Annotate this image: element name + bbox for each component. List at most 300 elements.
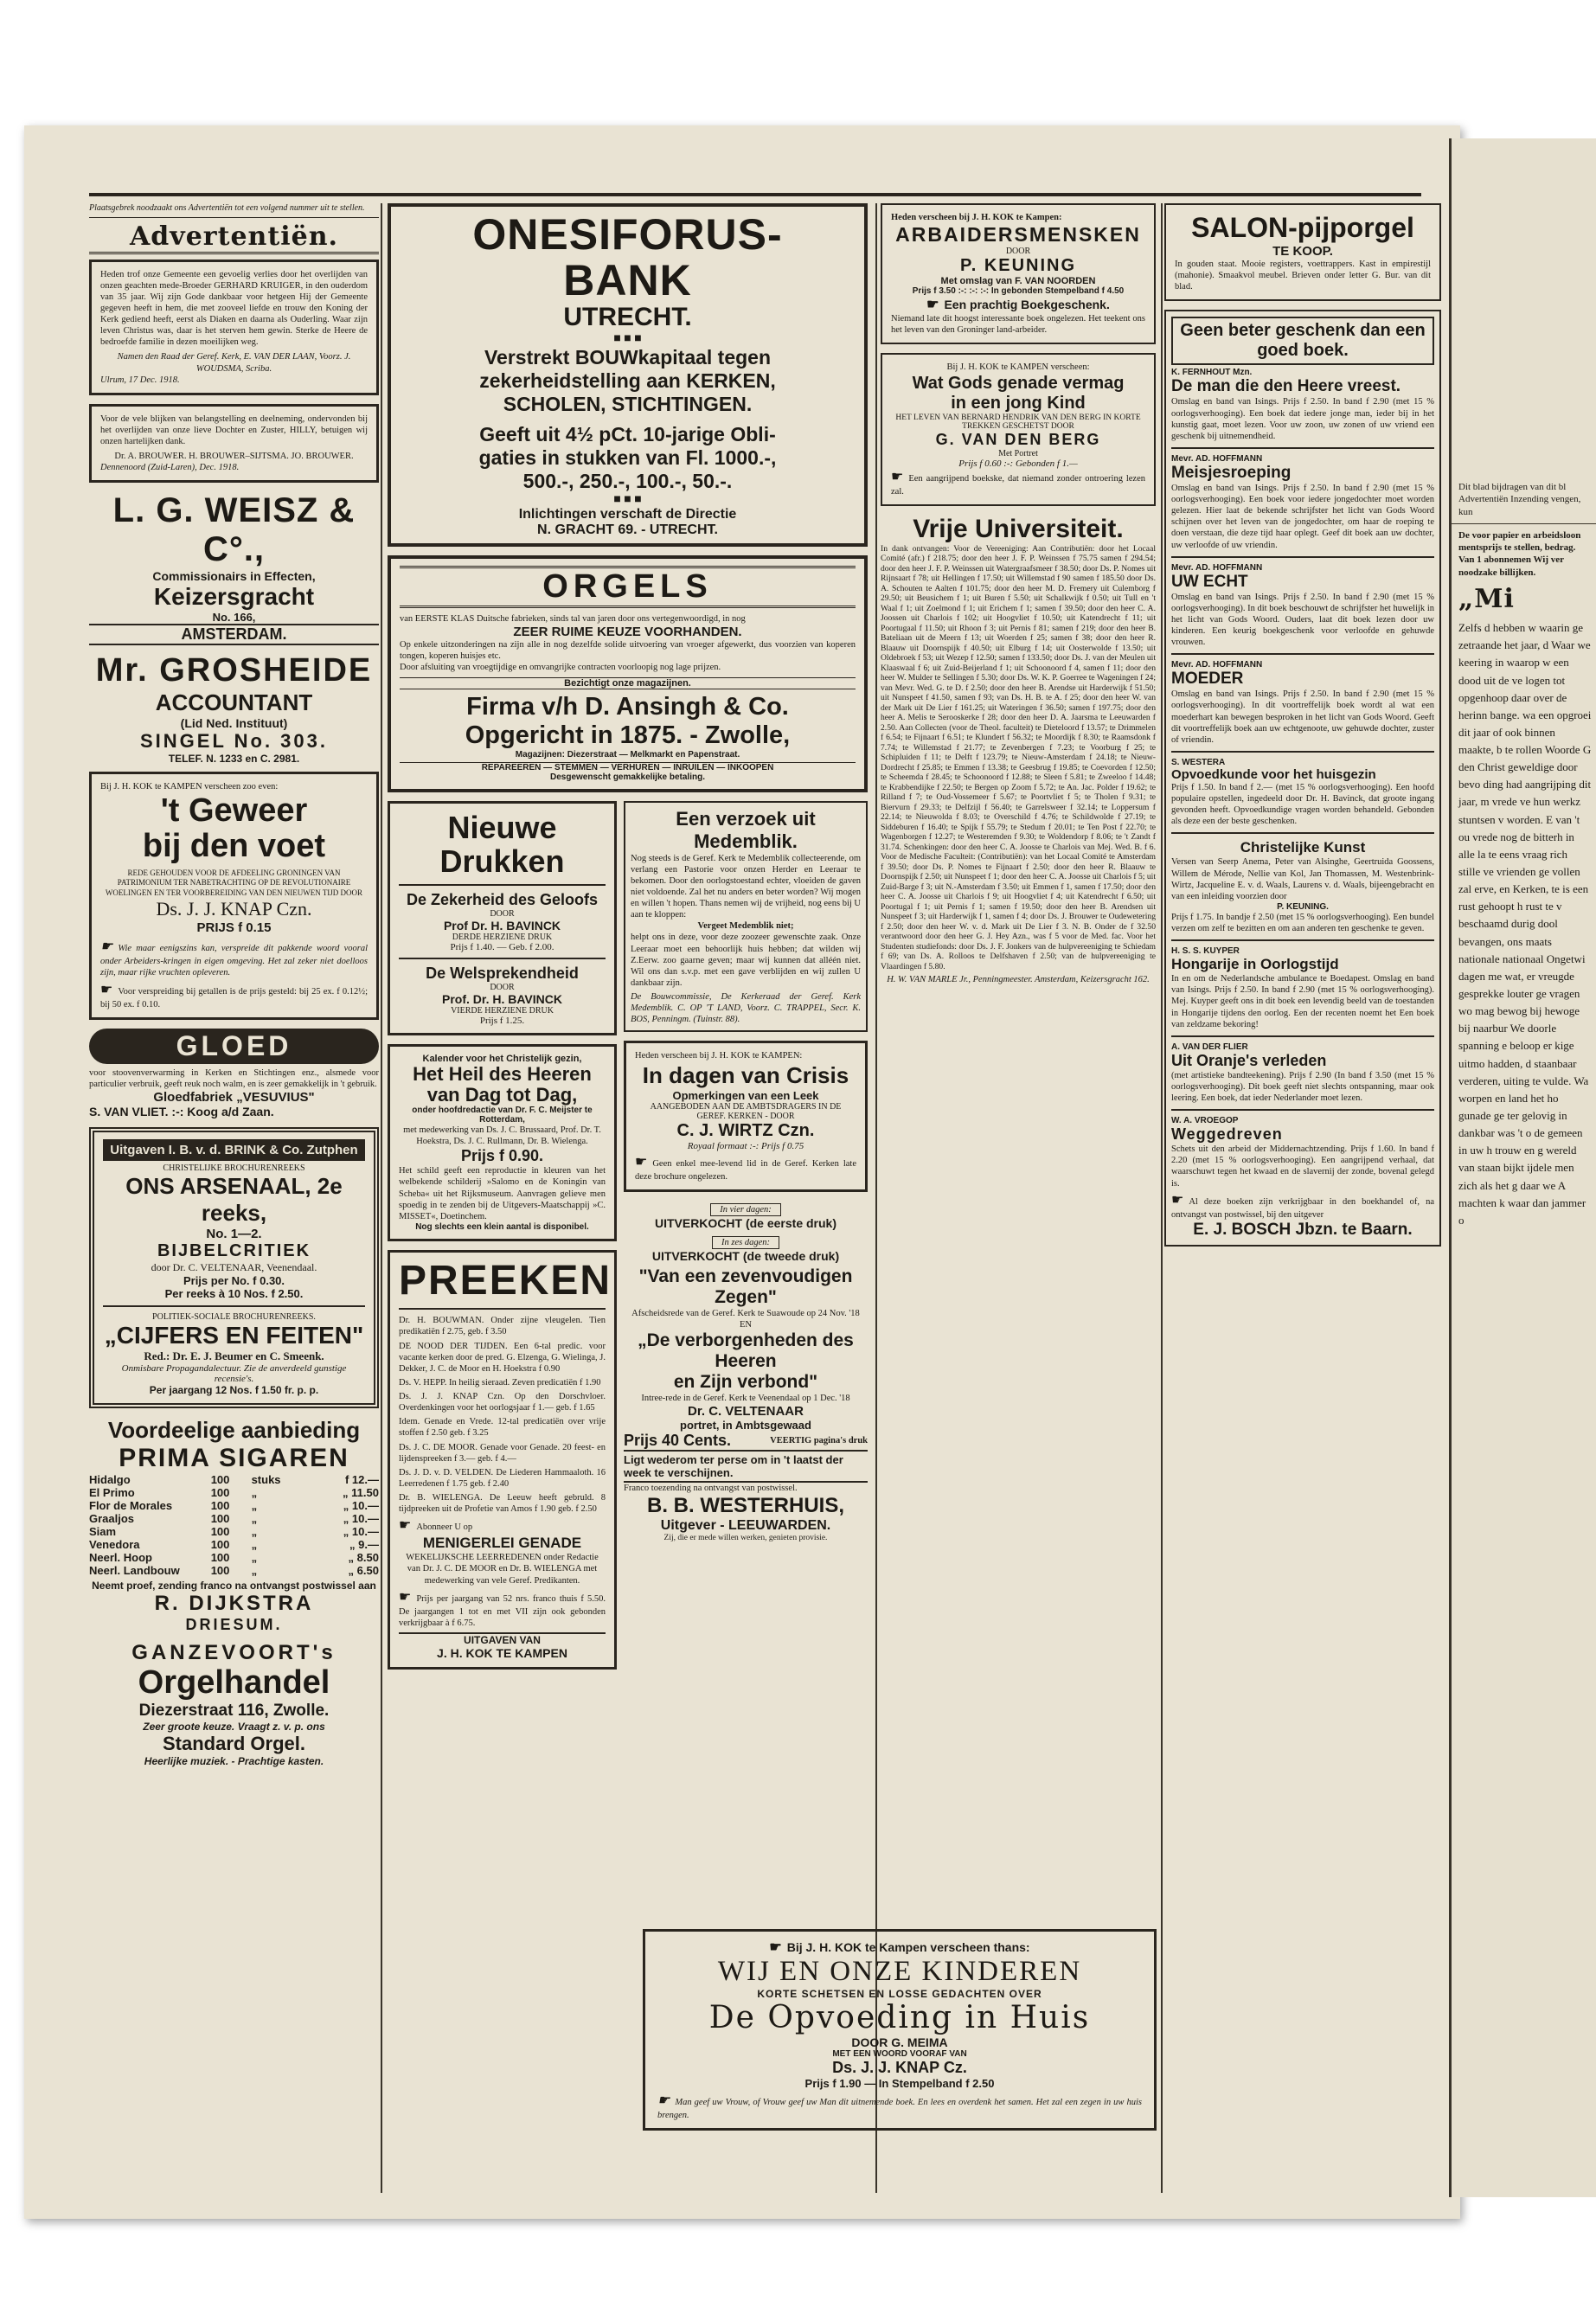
bank-ornament: ■ ■ ■ (613, 493, 642, 506)
column-3 (881, 203, 1156, 2193)
crisis-sub-2: AANGEBODEN AAN DE AMBTSDRAGERS IN DE GEREF. KERKEN - DOOR (650, 1101, 842, 1121)
brink-kritiek: BIJBELCRITIEK (157, 1241, 311, 1261)
cigar-unit: „ (251, 1499, 258, 1513)
cigar-unit: „ (251, 1486, 258, 1500)
geweer-author: Ds. J. J. KNAP Czn. (156, 897, 312, 920)
vroegop-text: Schets uit den arbeid der Middernachtzending. Prijs f 1.60. In band f 2.20 (met 15 % oorlogsverhooging). Een aangrijpend verhaal, dat waarschuwt tegen het kwaad en de slavernij der zonde, bovenal gelegd is. (1171, 1144, 1434, 1189)
column-2 (388, 203, 868, 2193)
sermon-item: DE NOOD DER TIJDEN. Een 6-tal predic. voor vacante kerken door de pred. G. Elzenga, G. Wielinga, J. Dekker, J. C. de Moor en H. Hoekstra f 0.90 (399, 1341, 606, 1374)
cigar-row (89, 1564, 379, 1577)
orgels-payment: Desgewenscht gemakkelijke betaling. (550, 772, 705, 782)
column-2-right-sub (624, 801, 868, 1678)
arbaiders-title: ARBAIDERSMENSKEN (895, 223, 1141, 247)
pointing-hand-icon: ☛ (891, 469, 904, 484)
gods-genade-title-2: in een jong Kind (951, 393, 1086, 413)
medemblik-sign: De Bouwcommissie, De Kerkeraad der Geref. Kerk Medemblik. C. OP 'T LAND, Voorz. C. TRAPPEL, Secr. K. BOS, Penningm. (Tuinstr. 88). (631, 992, 861, 1025)
bank-ornament: ■ ■ ■ (613, 332, 642, 345)
gods-genade-price: Prijs f 0.60 :-: Gebonden f 1.— (958, 458, 1078, 469)
orgels-title: ORGELS (542, 568, 713, 605)
weisz-city: AMSTERDAM. (89, 624, 379, 645)
grosheide-telephone: TELEF. N. 1233 en C. 2981. (168, 753, 300, 766)
calendar-sub: onder hoofdredactie van Dr. F. C. Meijster te Rotterdam, (412, 1106, 593, 1125)
christelijke-kunst-price: Prijs f 1.75. In bandje f 2.50 (met 15 % oorlogsverhooging). Een bundel verzen om zelf te bezitten en om aan anderen ten geschenke te geven. (1171, 912, 1434, 933)
bank-title: ONESIFORUS-BANK (472, 210, 783, 304)
nd-book-2-author: Prof. Dr. H. BAVINCK (442, 991, 562, 1006)
brink-political: POLITIEK-SOCIALE BROCHURENREEKS. (152, 1312, 316, 1323)
organ-shop-address: Diezerstraat 116, Zwolle. (138, 1702, 330, 1721)
geweer-title-1: 't Geweer (160, 792, 308, 829)
preeken-publisher-1: UITGAVEN VAN (399, 1632, 606, 1646)
orgels-line-3: Op enkele uitzonderingen na zijn alle in nog dezelfde solide uitvoering van vroeger afgewerkt, dus voorzien van koperen tongen, koperen huisjes etc. (400, 640, 856, 662)
vu-text: In dank ontvangen: Voor de Vereeniging: Aan Contributiën: door het Locaal Comité (afr.) f 218.75; door den heer J. F. P. Weinssen f 75.75 samen f 294.54; door den heer J. F. P. Weinssen uit Watergraafsmeer f 38.50; door Ds. P. Nomes uit Rijnsaart f 78; uit Hellingen f 17.50; uit Willemstad f 90 samen f 185.50 door Ds. A. Schouten te Aalten f 101.75; door den heer M. D. Fremery uit Culemborg f 29.50; uit Beusichem f 1; uit Buren f 5.50; uit Schalkwijk f 0.50; uit Tull en 't Waal f 1; uit Zoelmond f 1; uit Erichem f 1; samen f 39.50; door den heer C. A. Joossen uit Charlois f 102; uit Hoogvliet f 10.50; uit Katendrecht f 11; uit Poortugaal f 11.50; uit Rhoon f 3; uit Pernis f 81; samen f 219; door den heer B. Bateliaan uit de Meern f 13; uit Woerden f 25; samen f 38; door den heer R. Blaauw uit Doornspijk f 40.50; uit Elburg f 14; uit Oosterwolde f 13.50; uit Oldebroek f 53; uit Wezep f 12.50; samen f 133.50; door Ds. J. van der Meulen uit Klaaswaal f 6; uit Zuid-Beijerland f 1; uit Schoonoord f 4, samen f 11; door den heer W. Mulder te Sellingen f 5.30; door Ds. W. K. P. Goerree te Wageningen f 24; van Mevr. Wed. G. te D. f 2.50; door den heer B. Arendse uit Harderwijk f 51.50; uit Nunspeet f 41.50, samen f 93; van Ds. H. B. te A. f 25; door den heer W. van der Mark uit De Lier f 161.25; uit Wateringen f 36.50; samen f 197.75; door den heer A. Melis te Serooskerke f 28; door den heer D. A. Jaarsma te Leeuwarden f 2.50. Aan Collecten (voor de Theol. faculteit) te Dieteloord f 13.57; te Drimmelen f 6.54; te Fijnaart f 6.51; te Klundert f 56.32; te Moordijk f 8.30; te Raamsdonk f 7.74; te Willemstad f 21.77; te Zevenbergen f 7.23; te Voorburg f 25; te Schipluiden f 11; te Delft f 123.79; te Nieuw-Amsterdam f 24.18; te Nieuw-Dordrecht f 25.85; te Emmen f 13.38; te Geesbrug f 19.85; te Coevorden f 12.50; te Scheemda f 28.45; te Schoonoord f 12.88; te Sleen f 5.81; te Zweeloo f 14.48; te Krabbendijke f 22.50; te Bergen op Zoom f 5.72; te An. Jac. Polder f 19.62; te Rilland f 7; te Oud-Vossemeer f 5.67; te Poortvliet f 5; te Tholen f 9.31; te Biervurn f 29.33; te Delfzijl f 56.40; te Garrelsweer f 32.14; te Loppersum f 22.14; te Nieuwolda f 8.03; te Overschild f 4.76; te Schildwolde f 27.19; te Siddeburen f 16.40; te Spijk f 55.79; te Stedum f 20.01; te Ten Post f 22.70; te Wagenborgen f 12.27; te Westeremden f 9.30; te Woldendorp f 8.06; te 't Zandt f 31.74. Schenkingen: door den heer C. A. Joosse te Charlois van Mej. Wed. B. f 6. Voor de Medische Faculteit: (Contributiën): van het Locaal Comité te Amsterdam f 39.50; door Ds. P. Nomes te Fijnaart f 2.50; door den heer R. Blaauw te Doornspijk f 2.50; uit Nunspeet f 1; door den heer C. A. Joosse uit Charlois f 5; uit Zuid-Barge f 3; uit N.-Amsterdam f 3.50; uit Emmen f 1, samen f 17.50; door den heer C. A. Joosse uit Charlois f 9; uit Hoogvliet f 4; uit Katendrecht f 6.50; uit Poortugal f 1; uit Pernis f 1; samen f 19.50; door den heer B. Arendsen uit Nunspeet f 3; uit Harderwijk f 1, samen f 4; door Ds. J. Brouwer te Oudewetering f 2.50; door den heer W. v. d. Mark uit De Lier f 3. N. B. Onder de f 32.50 verantwoord door den heer G. J. Hey Azn., was f 5 voor de Med. fac. Voor het Studenten studiefonds: door Ds. J. F. Jonkers van de hulpvereeniging te Schiedam f 69; van Ds. A. Rolloos te Delfshaven f 2.50; van de hulpvereeniging te Vlaardingen f 5.80. (881, 543, 1156, 971)
kinderen-foreword: MET EEN WOORD VOORAF VAN (832, 2049, 967, 2059)
zegen-and: EN (740, 1319, 752, 1330)
sermon-item: Ds. J. D. v. D. VELDEN. De Liederen Hammaaloth. 16 Leerredenen f 1.75 geb. f 2.40 (399, 1467, 606, 1489)
geweer-note-text: Wie maar eenigszins kan, verspreide dit pakkende woord vooral onder Arbeiders-kringen in eigen omgeving. Het zal zeker niet doelloos zijn, maar rijke vruchten opleveren. (100, 943, 368, 977)
divider (1171, 939, 1434, 941)
arbaiders-text: Niemand late dit hoogst interessante boek ongelezen. Het teekent ons het leven van den Groninger land-arbeider. (891, 314, 1145, 336)
bosch-note-text: Al deze boeken zijn verkrijgbaar in den boekhandel of, na ontvangst van postwissel, bij den uitgever (1171, 1196, 1434, 1220)
salon-text: In gouden staat. Mooie registers, voettrappers. Kast in empirestijl (mahonie). Smaakvol meubel. Brieven onder letter G. Bur. van dit blad. (1175, 260, 1431, 292)
gods-genade-note-text: Een aangrijpend boekske, dat niemand zonder ontroering lezen zal. (891, 473, 1145, 497)
divider (1171, 751, 1434, 753)
vu-sign: H. W. VAN MARLE Jr., Penningmeester. Amsterdam, Keizersgracht 162. (887, 975, 1150, 985)
orgels-established: Opgericht in 1875. - Zwolle, (465, 721, 791, 749)
verborgenheden-cta: Ligt wederom ter perse om in 't laatst der week te verschijnen. (624, 1450, 868, 1483)
brink-ad (89, 1127, 379, 1408)
cigar-qty: 100 (210, 1473, 230, 1487)
bosch-note (1171, 1192, 1434, 1221)
orgels-warehouses: Magazijnen: Diezerstraat — Melkmarkt en Papenstraat. (515, 749, 740, 760)
arbaiders-author: P. KEUNING (959, 256, 1077, 276)
cigar-row (89, 1525, 379, 1538)
cigar-price: „ 6.50 (348, 1564, 379, 1578)
preeken-subscribe-text: Abonneer U op (416, 1522, 473, 1533)
weisz-number: No. 166, (212, 611, 256, 625)
kinderen-note-text: Man geef uw Vrouw, of Vrouw geef uw Man dit uitnemende boek. En lees en overdenk het samen. Het zal een zegen in uw huis brengen. (657, 2098, 1142, 2120)
organ-shop-line-1: Zeer groote keuze. Vraagt z. v. p. ons (143, 1721, 325, 1734)
space-notice: Plaatsgebrek noodzaakt ons Advertentiën tot een volgend nummer uit te stellen. (89, 203, 379, 218)
westera-author: S. WESTERA (1171, 757, 1226, 767)
brink-author: door Dr. C. VELTENAAR, Veenendaal. (151, 1261, 317, 1274)
verborgenheden-title-1: „De verborgenheden des Heeren (638, 1330, 854, 1371)
hoffmann-3-title: MOEDER (1171, 670, 1244, 689)
medemblik-title: Een verzoek uit Medemblik. (676, 807, 816, 852)
kuyper-author: H. S. S. KUYPER (1171, 946, 1240, 957)
crisis-note (635, 1154, 856, 1183)
organ-shop-title: Orgelhandel (138, 1664, 330, 1702)
salon-title: SALON-pijporgel (1191, 212, 1414, 243)
cigar-price: „ 11.50 (343, 1486, 379, 1500)
orgels-line-4: Door afsluiting van vroegtijdige en omvangrijke contracten voorloopig nog lage prijzen. (400, 663, 721, 673)
crisis-intro: Heden verscheen bij J. H. KOK te KAMPEN: (635, 1051, 803, 1061)
bank-line-2: zekerheidstelling aan KERKEN, (479, 369, 776, 392)
organ-shop-ad (89, 1641, 379, 1767)
brink-series: CHRISTELIJKE BROCHURENREEKS (163, 1163, 305, 1174)
preeken-publisher-2: J. H. KOK TE KAMPEN (437, 1645, 567, 1660)
westerhuis-sub: Uitgever - LEEUWARDEN. (660, 1518, 831, 1534)
geweer-subtitle: REDE GEHOUDEN VOOR DE AFDEELING GRONINGEN VAN PATRIMONIUM TER NABETRACHTING OP DE REVOLUTIONAIRE WOELINGEN EN TER VOORBEREIDING VAN DEN NIEUWEN TIJD DOOR (105, 868, 363, 897)
column-rule (1161, 203, 1163, 2193)
gods-genade-note (891, 469, 1145, 497)
arbaiders-ad (881, 203, 1156, 344)
sermon-item: Dr. B. WIELENGA. De Leeuw heeft gebruld. 8 tijdpreeken uit de Profetie van Amos f 1.90 geb. f 2.50 (399, 1493, 606, 1515)
verborgenheden-title-2: en Zijn verbond" (673, 1371, 818, 1392)
orgels-title-frame (400, 566, 856, 608)
calendar-note: Nog slechts een klein aantal is disponibel. (415, 1221, 589, 1232)
cigar-unit: stuks (251, 1473, 281, 1487)
gods-genade-portrait: Met Portret (998, 448, 1038, 458)
weisz-ad (89, 491, 379, 645)
cigar-name: Siam (89, 1525, 117, 1539)
verborgenheden-franco: Franco toezending na ontvangst van postwissel. (624, 1484, 798, 1493)
preeken-price-text: Prijs per jaargang van 52 nrs. franco thuis f 5.50. De jaargangen 1 tot en met VII zijn ook gebonden verkrijgbaar à f 6.75. (399, 1593, 606, 1628)
bank-line-6: 500.-, 250.-, 100.-, 50.-. (522, 470, 733, 492)
vroegop-author: W. A. VROEGOP (1171, 1116, 1239, 1126)
thanks-place: Dennenoord (Zuid-Laren), Dec. 1918. (100, 463, 240, 473)
salon-ad (1164, 203, 1441, 301)
cigar-name: Neerl. Landbouw (89, 1564, 180, 1578)
cigar-qty: 100 (210, 1538, 230, 1552)
sold-out-1 (624, 1201, 868, 1230)
cigar-qty: 100 (210, 1499, 230, 1513)
arbaiders-cover: Met omslag van F. VAN NOORDEN (940, 276, 1096, 287)
brink-editors: Red.: Dr. E. J. Beumer en C. Smeenk. (144, 1349, 324, 1363)
zegen-text: Afscheidsrede van de Geref. Kerk te Suawoude op 24 Nov. '18 (631, 1308, 860, 1318)
nd-book-2-price: Prijs f 1.25. (479, 1015, 525, 1026)
gods-genade-author: G. VAN DEN BERG (935, 430, 1101, 448)
kinderen-title: WIJ EN ONZE KINDEREN (717, 1956, 1082, 1987)
gods-genade-intro: Bij J. H. KOK te KAMPEN verscheen: (946, 362, 1090, 373)
geweer-bulk (100, 982, 368, 1010)
bank-line-4: Geeft uit 4½ pCt. 10-jarige Obli- (479, 423, 776, 445)
cigar-note: Neemt proef, zending franco na ontvangst postwissel aan (92, 1580, 376, 1593)
crisis-price: Royaal formaat :-: Prijs f 0.75 (687, 1140, 804, 1151)
death-notice (89, 260, 379, 395)
crisis-ad (624, 1041, 868, 1191)
next-page-text-1: Dit blad bijdragen van dit bl Advertentiën Inzending vengen, kun (1452, 476, 1596, 524)
hoffmann-1-title: Meisjesroeping (1171, 463, 1292, 482)
pointing-hand-icon: ☛ (769, 1940, 782, 1955)
next-page-text-3: Zelfs d hebben w waarin ge zetraande het jaar, d Waar we keering in waarop w een dood uit de ve logen tot opgenhoop daar over de herinn bange. wa een opgroei dit jaar of ook binnen maakte, b te rollen Woorde G den Christ geweldige door bevo ding had aangrijping dit jaar, m vrede ve hun werkz stuntsen v worden. E van 't ou vrede nog de bitterh in alle la te eens vraag rich stille ve vrienden ge vollen zal erve, en Kerken, te is een rust gehoopt h rust te v beschaamd durig dool bevangen, ons maats nationale nationaal Ongetwi dagen me wat, er vreugde gesprekke louter ge vragen wo mag bewog bij hewoge bij naarbur We doorle spanning e beloop er kige uitmo hadden, d staanbaar verderen, uiting te vulde. Wa worpen en land het ho gunade ge ter gelovig in dankbar was 't o de gemeen in uw h trouw en g wereld van staan bijkt ijdele men zich als het g daar we A machten k waar dan jammer o (1458, 621, 1592, 1227)
sold-out-2-label: In zes dagen: (712, 1236, 779, 1249)
cigar-row (89, 1551, 379, 1564)
gods-genade-sub: HET LEVEN VAN BERNARD HENDRIK VAN DEN BERG IN KORTE TREKKEN GESCHETST DOOR (895, 413, 1141, 431)
verborgenheden-portrait: portret, in Ambtsgewaad (680, 1419, 811, 1432)
pointing-hand-icon: ☛ (635, 1154, 648, 1170)
fernhout-author: K. FERNHOUT Mzn. (1171, 368, 1253, 378)
hoffmann-3-text: Omslag en band van Isings. Prijs f 2.50. In band f 2.90 (met 15 % oorlogsverhooging). In dit voortreffelijk boek wordt al wat een moederhart kan bewegen besproken in het licht van Gods Woord. Geeft dit voortreffelijk boek aan uw echtgenoote, uw gehuwde dochter, zuster of vriendin. (1171, 689, 1434, 745)
orgels-ad (388, 555, 868, 792)
thanks-text: Voor de vele blijken van belangstelling en deelneming, ondervonden bij het overlijden van onze lieve Dochter en Zuster, HILLY, betuigen wij onzen hartelijken dank. (100, 413, 368, 446)
bank-line-8: N. GRACHT 69. - UTRECHT. (537, 522, 718, 537)
kinderen-ad (643, 1929, 1157, 2131)
christelijke-kunst-title: Christelijke Kunst (1240, 839, 1366, 856)
cigar-head-1: Voordeelige aanbieding (107, 1417, 361, 1444)
cigar-qty: 100 (210, 1525, 230, 1539)
gloed-title-frame (89, 1029, 379, 1064)
column-rule (875, 203, 877, 2193)
weisz-sub: Commissionairs in Effecten, (152, 569, 316, 584)
christelijke-kunst-author: P. KEUNING. (1277, 901, 1329, 912)
westera-text: Prijs f 1.50. In band f 2.— (met 15 % oorlogsverhooging). Een hoofd populaire opstellen, ingedeeld door Dr. H. Bavinck, dat groote ingang gevonden heeft. Opvoedkundige vragen worden behandeld. Gebonden als deze een der beste geschenken. (1171, 782, 1434, 827)
organ-shop-line-2: Standard Orgel. (162, 1733, 306, 1755)
divider (399, 884, 606, 886)
pointing-hand-icon: ☛ (1171, 1192, 1184, 1208)
westerhuis-firm: B. B. WESTERHUIS, (646, 1494, 844, 1518)
gods-genade-ad (881, 353, 1156, 505)
flier-text: (met artistieke bandteekening). Prijs f 2.90 (In band f 3.50 (met 15 % oorlogsverhooging). Dit boek geeft niet slechts ontspanning, maar ook leering. Een boek, dat ieder Nederlander moet lezen. (1171, 1070, 1434, 1103)
gloed-address: S. VAN VLIET. :-: Koog a/d Zaan. (89, 1105, 274, 1119)
salon-sale: TE KOOP. (1272, 244, 1333, 259)
cigar-head-2: PRIMA SIGAREN (119, 1444, 349, 1473)
geweer-bulk-text: Voor verspreiding bij getallen is de prijs gesteld: bij 25 ex. f 0.12½; bij 50 ex. f 0.10. (100, 987, 368, 1010)
divider (1171, 447, 1434, 449)
arbaiders-intro: Heden verscheen bij J. H. KOK te Kampen: (891, 213, 1062, 222)
cigar-firm: R. DIJKSTRA (154, 1592, 314, 1616)
flier-author: A. VAN DER FLIER (1171, 1042, 1248, 1052)
section-title: Advertentiën. (89, 221, 379, 254)
bank-line-5: gaties in stukken van Fl. 1000.-, (478, 446, 777, 469)
christelijke-kunst-text: Versen van Seerp Anema, Peter van Alsinghe, Geertruida Goossens, Willem de Mérode, Nellie van Kol, Jan Thomassen, M. Westenbrink-Wirtz, Jacqueline E. v. d. Waals, Laurens v. d. Waals, bijeengebracht en van een inleiding voorzien door (1171, 857, 1434, 901)
gloed-title: GLOED (176, 1030, 292, 1062)
kinderen-intro-text: Bij J. H. KOK te Kampen verscheen thans: (786, 1940, 1030, 1954)
geweer-price: PRIJS f 0.15 (196, 920, 272, 935)
top-rule (89, 193, 1421, 196)
calendar-contributors: met medewerking van Ds. J. C. Brussaard, Prof. Dr. T. Hoekstra, Ds. J. C. Rullmann, Dr. B. Wielenga. (403, 1125, 601, 1147)
geschenk-title: Geen beter geschenk dan een goed boek. (1171, 317, 1434, 365)
kuyper-text: In en om de Nederlandsche ambulance te Boedapest. Omslag en band van Isings. Prijs f 2.50. In band f 2.90 (met 15 % oorlogsverhooging). Mej. Kuyper geeft ons in dit boek een levendig beeld van de toestanden in Hongarije tijdens den oorlog. Een der recenten noemt het Een boek van zeldzame bekoring! (1171, 974, 1434, 1029)
geweer-intro: Bij J. H. KOK te KAMPEN verscheen zoo even: (100, 782, 279, 792)
sold-out-2-text: UITVERKOCHT (de tweede druk) (651, 1248, 840, 1263)
hoffmann-2-text: Omslag en band van Isings. Prijs f 2.50. In band f 2.90 (met 15 % oorlogsverhooging). In dit boek beschouwt de schrijfster het huwelijk in het licht van Gods Woord. Ouders, laat dit boek lezen door uw kinderen. Een keurig boekgeschenk voor verloofde en gehuwde vrouwen. (1171, 592, 1434, 648)
pointing-hand-icon: ☛ (926, 298, 939, 313)
orgels-line-1: van EERSTE KLAS Duitsche fabrieken, sinds tal van jaren door ons vertegenwoordigd, in nog (400, 614, 746, 624)
death-notice-place: Ulrum, 17 Dec. 1918. (100, 375, 180, 385)
brink-price-3: Per jaargang 12 Nos. f 1.50 fr. p. p. (149, 1384, 319, 1397)
nd-book-2-edition: VIERDE HERZIENE DRUK (451, 1005, 554, 1016)
arbaiders-by: DOOR (1005, 247, 1031, 257)
nd-book-2: De Welsprekendheid (426, 964, 579, 982)
preeken-menigerlei: MENIGERLEI GENADE (422, 1535, 582, 1552)
thanks-sign: Dr. A. BROUWER. H. BROUWER–SIJTSMA. JO. BROUWER. (114, 452, 354, 462)
geweer-ad (89, 772, 379, 1020)
calendar-text: Het schild geeft een reproductie in kleuren van het welbekende schilderij »Salomo en de Koningin van Scheba« uit het Rijksmuseum. Aanvragen gelieve men spoedig in te zenden bij de Uitgevers-Maatschappij »C. MISSET«, Doetinchem. (399, 1166, 606, 1221)
next-page-edge (1449, 138, 1596, 2197)
column-1 (89, 203, 379, 2193)
fernhout-text: Omslag en band van Isings. Prijs f 2.50. In band f 2.90 (met 15 % oorlogsverhooging). Een boek dat iedere jonge man, ieder bij in het kunstig gaat, moet lezen. Voor uw zoon, uw zonen of uw vriend een geschenk bij uitnemendheid. (1171, 397, 1434, 441)
bank-line-7: Inlichtingen verschaft de Directie (518, 507, 737, 522)
kinderen-by: DOOR G. MEIMA (851, 2035, 948, 2049)
cigar-unit: „ (251, 1551, 258, 1565)
kuyper-title: Hongarije in Oorlogstijd (1171, 956, 1339, 973)
preeken-menigerlei-sub: WEKELIJKSCHE LEERREDENEN onder Redactie van Dr. J. C. DE MOOR en Dr. B. WIELENGA met medewerking van vele Geref. Predikanten. (406, 1553, 599, 1586)
cigar-name: El Primo (89, 1486, 135, 1500)
cigar-name: Venedora (89, 1538, 140, 1552)
brink-number: No. 1—2. (206, 1227, 262, 1242)
cigar-row (89, 1486, 379, 1499)
pointing-hand-icon: ☛ (657, 2093, 670, 2108)
grosheide-name: Mr. GROSHEIDE (95, 652, 373, 689)
nieuwe-drukken-ad (388, 801, 617, 1035)
grosheide-address: SINGEL No. 303. (140, 730, 328, 753)
sold-out-2 (624, 1234, 868, 1263)
kinderen-author: Ds. J. J. KNAP Cz. (832, 2059, 967, 2076)
westera-title: Opvoedkunde voor het huisgezin (1171, 766, 1376, 782)
brink-title: ONS ARSENAAL, 2e reeks, (125, 1173, 343, 1227)
nd-book-2-by: DOOR (490, 982, 515, 992)
divider (1171, 556, 1434, 558)
vroegop-title: Weggedreven (1171, 1125, 1283, 1144)
orgels-services: REPAREEREN — STEMMEN — VERHUREN — INRUILEN — INKOOPEN (400, 762, 856, 772)
westerhuis-note: Zij, die er mede willen werken, genieten provisie. (663, 1534, 828, 1543)
column-2-left-sub (388, 801, 617, 1678)
bosch-firm: E. J. BOSCH Jbzn. te Baarn. (1193, 1220, 1413, 1239)
verborgenheden-price-row (624, 1432, 868, 1450)
arbaiders-gift-text: Een prachtig Boekgeschenk. (944, 298, 1110, 312)
cigar-price: f 12.— (344, 1473, 379, 1487)
brink-price-1: Prijs per No. f 0.30. (183, 1274, 285, 1288)
medemblik-ad (624, 801, 868, 1033)
veltenaar-ad (624, 1266, 868, 1543)
divider (1171, 1035, 1434, 1037)
nd-book-1-edition: DERDE HERZIENE DRUK (452, 932, 553, 942)
bank-line-3: SCHOLEN, STICHTINGEN. (503, 393, 753, 415)
organ-shop-firm: GANZEVOORT's (131, 1641, 337, 1665)
kinderen-intro (657, 1939, 1142, 1956)
death-notice-text: Heden trof onze Gemeente een gevoelig verlies door het overlijden van onzen geachten mede-Broeder GERHARD KRUIGER, in den ouderdom van 35 jaar. Wij zijn Gode dankbaar voor hetgeen Hij der Gemeente gegeven heeft in hem, die met zooveel liefde en trouw den Koning der Kerk gediend heeft, eerst als Diaken en daarna als Ouderling. Waar zijn leven Christus was, daar is het sterven hem gewin. Sterke de Heere de bedroefde familie in dezen moeilijken weg. (100, 269, 368, 348)
weisz-street: Keizersgracht (153, 583, 315, 611)
cigar-row (89, 1473, 379, 1486)
gloed-text: voor stoovenverwarming in Kerken en Stichtingen enz., alsmede voor particulier verbruik, geeft reuk noch walm, en is zeer gemakkelijk in 't gebruik. (89, 1068, 379, 1090)
calendar-title: Het Heil des Heeren van Dag tot Dag, (413, 1062, 592, 1106)
sermon-item: Dr. H. BOUWMAN. Onder zijne vleugelen. Tien predikatiën f 2.75, geb. f 3.50 (399, 1316, 606, 1337)
preeken-ad (388, 1250, 617, 1670)
cigar-unit: „ (251, 1525, 258, 1539)
hoffmann-2-author: Mevr. AD. HOFFMANN (1171, 562, 1263, 573)
nd-title: Nieuwe Drukken (439, 809, 565, 880)
calendar-ad (388, 1044, 617, 1241)
hoffmann-2-title: UW ECHT (1171, 572, 1248, 591)
cigar-price: „ 10.— (343, 1512, 379, 1526)
verborgenheden-price: Prijs 40 Cents. (624, 1432, 732, 1449)
calendar-head: Kalender voor het Christelijk gezin, (422, 1053, 582, 1064)
divider (1171, 1109, 1434, 1111)
nd-book-1-by: DOOR (490, 908, 515, 919)
cigar-price: „ 9.— (349, 1538, 379, 1552)
cigar-row (89, 1499, 379, 1512)
cigar-name: Hidalgo (89, 1473, 131, 1487)
sermon-item: Ds. J. C. DE MOOR. Genade voor Genade. 20 feest- en lijdenspreeken f 3.— geb. f 4.— (399, 1442, 606, 1464)
orgels-firm: Firma v/h D. Ansingh & Co. (466, 692, 789, 721)
gloed-ad (89, 1029, 379, 1118)
gods-genade-title-1: Wat Gods genade vermag (912, 373, 1125, 393)
weisz-name: L. G. WEISZ & C°., (112, 491, 356, 569)
column-2-lower (388, 801, 868, 1678)
onesiforus-bank-ad (388, 203, 868, 547)
kinderen-price: Prijs f 1.90 — In Stempelband f 2.50 (804, 2077, 995, 2090)
verborgenheden-text: Intree-rede in de Geref. Kerk te Veenendaal op 1 Dec. '18 (641, 1393, 850, 1403)
cigar-list (89, 1473, 379, 1577)
grosheide-sub: (Lid Ned. Instituut) (180, 716, 288, 731)
brink-head: Uitgaven I. B. v. d. BRINK & Co. Zutphen (103, 1139, 365, 1161)
orgels-line-5: Bezichtigt onze magazijnen. (400, 677, 856, 689)
nd-book-1: De Zekerheid des Geloofs (406, 890, 599, 908)
column-4 (1164, 203, 1441, 2193)
crisis-sub: Opmerkingen van een Leek (672, 1088, 819, 1102)
pointing-hand-icon: ☛ (399, 1518, 412, 1534)
crisis-title: In dagen van Crisis (642, 1061, 849, 1088)
cigar-qty: 100 (210, 1512, 230, 1526)
geweer-note (100, 939, 368, 978)
divider (103, 1305, 365, 1307)
cigar-qty: 100 (210, 1564, 230, 1578)
medemblik-text: Nog steeds is de Geref. Kerk te Medemblik collecteerende, om verlang een Pastorie voor onzen Herder en Leeraar te bekomen. Door den oorlogstoestand echter, vloeiden de gaven niet voldoende. Zal het nu anders en beter worden? Wij mogen en willen 't hopen. Thans nemen wij de vrijheid, nog eens bij U aan te kloppen: (631, 853, 861, 920)
sold-out-1-label: In vier dagen: (710, 1203, 780, 1216)
cigar-qty: 100 (210, 1551, 230, 1565)
cigar-price: „ 10.— (343, 1525, 379, 1539)
grosheide-ad (89, 652, 379, 765)
orgels-line-2: ZEER RUIME KEUZE VOORHANDEN. (513, 625, 742, 640)
brink-cijfers: „CIJFERS EN FEITEN" (104, 1322, 364, 1349)
pointing-hand-icon: ☛ (100, 983, 113, 998)
cigar-city: DRIESUM. (185, 1616, 283, 1634)
next-page-text-2: De voor papier en arbeidsloon mentsprijs te stellen, bedrag. Van 1 abonnemen Wij ver noodzake billijken. (1458, 529, 1581, 578)
sermon-item: Ds. V. HEPP. In heilig sieraad. Zeven predicatiën f 1.90 (399, 1377, 601, 1388)
cigar-qty: 100 (210, 1486, 230, 1500)
medemblik-text-2: helpt ons in deze, voor deze zoozeer gewenschte zaak. Onze Leeraar moet een behoorlijk huis hebben; dat wilden wij Z.Eerw. zoo gaarne geven; maar wij kunnen dat alléén niet. Wil ons dan s.v.p. met een gave verblijden en wij zullen U dankbaar zijn. (631, 933, 861, 988)
preeken-subscribe (399, 1517, 606, 1535)
kinderen-title-2: De Opvoeding in Huis (708, 2000, 1091, 2035)
column-rule (381, 203, 382, 2193)
flier-title: Uit Oranje's verleden (1171, 1051, 1327, 1069)
divider (1171, 653, 1434, 655)
cigar-row (89, 1538, 379, 1551)
divider (399, 1308, 606, 1310)
arbaiders-gift (891, 296, 1145, 313)
hoffmann-3-author: Mevr. AD. HOFFMANN (1171, 660, 1263, 670)
divider (1171, 832, 1434, 834)
vu-title: Vrije Universiteit. (913, 514, 1124, 543)
cigar-ad (89, 1417, 379, 1634)
pointing-hand-icon: ☛ (399, 1589, 412, 1605)
preeken-list (399, 1315, 606, 1515)
newspaper-page (24, 125, 1460, 2219)
calendar-price: Prijs f 0.90. (460, 1147, 544, 1165)
verborgenheden-pages: VEERTIG pagina's druk (770, 1435, 868, 1445)
brink-price-2: Per reeks à 10 Nos. f 2.50. (164, 1287, 304, 1301)
crisis-author: C. J. WIRTZ Czn. (676, 1120, 815, 1140)
verborgenheden-author: Dr. C. VELTENAAR (688, 1404, 804, 1419)
geweer-title-2: bij den voet (142, 828, 326, 865)
cigar-row (89, 1512, 379, 1525)
cigar-unit: „ (251, 1564, 258, 1578)
kinderen-sub: KORTE SCHETSEN EN LOSSE GEDACHTEN OVER (757, 1988, 1042, 2000)
grosheide-title: ACCOUNTANT (155, 689, 313, 716)
cigar-unit: „ (251, 1512, 258, 1526)
sermon-item: Ds. J. J. KNAP Czn. Op den Dorschvloer. Overdenkingen voor het oorlogsjaar f 1.— geb. f 1.65 (399, 1392, 606, 1413)
cigar-name: Neerl. Hoop (89, 1551, 152, 1565)
sermon-item: Idem. Genade en Vrede. 12-tal predicatiën over vrije stoffen f 2.50 geb. f 3.25 (399, 1417, 606, 1439)
organ-shop-line-3: Heerlijke muziek. - Prachtige kasten. (144, 1755, 324, 1768)
zegen-title: "Van een zevenvoudigen Zegen" (638, 1266, 853, 1307)
next-page-title: „Mi (1458, 584, 1515, 615)
cigar-unit: „ (251, 1538, 258, 1552)
crisis-note-text: Geen enkel mee-levend lid in de Geref. Kerken late deze brochure ongelezen. (635, 1158, 856, 1182)
gloed-factory: Gloedfabriek „VESUVIUS" (153, 1090, 315, 1106)
nd-book-1-price: Prijs f 1.40. — Geb. f 2.00. (450, 941, 554, 952)
cigar-price: „ 8.50 (348, 1551, 379, 1565)
